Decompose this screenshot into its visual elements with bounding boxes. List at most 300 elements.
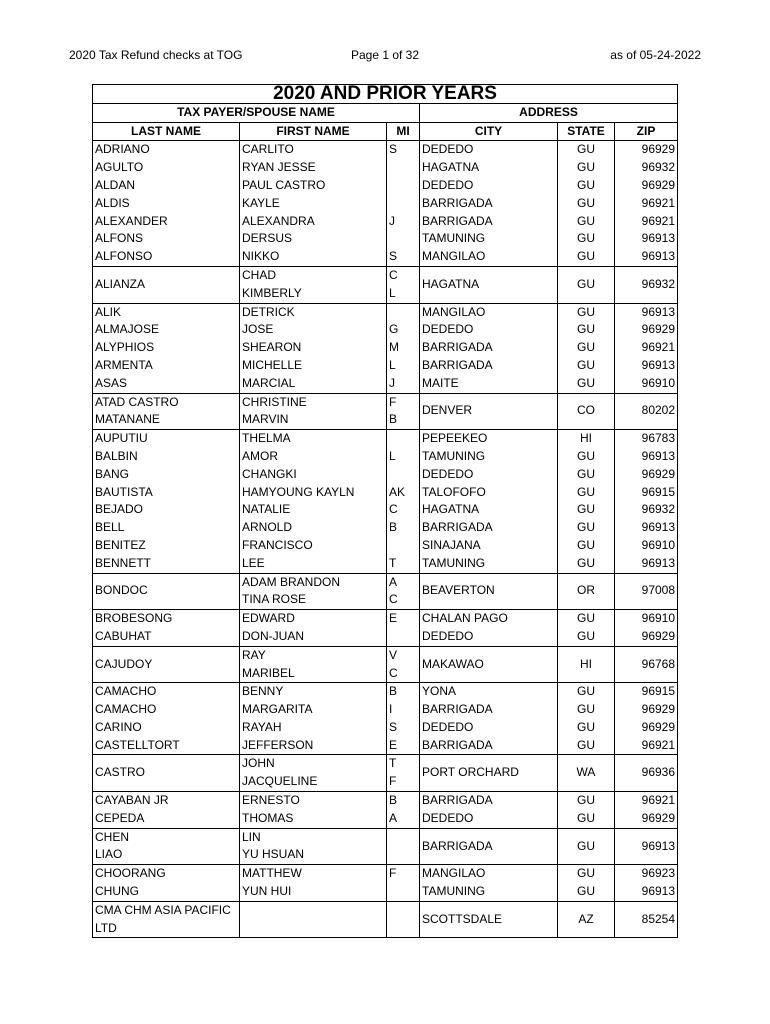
cell-first-line: ADAM BRANDON: [242, 574, 341, 589]
table-row: [93, 484, 678, 502]
cell-first-line: ALEXANDRA: [242, 213, 315, 228]
cell-first-line: LIN: [242, 829, 261, 844]
cell-mi: [387, 646, 420, 683]
cell-first: [240, 628, 387, 646]
cell-first-line: HAMYOUNG KAYLN: [242, 484, 355, 499]
cell-state: GU: [558, 628, 615, 646]
cell-mi: [387, 393, 420, 430]
cell-state: GU: [558, 321, 615, 339]
cell-last-line: BAUTISTA: [95, 484, 153, 499]
cell-mi: [387, 357, 420, 375]
cell-last-line: ARMENTA: [95, 357, 153, 372]
table-row: [93, 339, 678, 357]
table-row: [93, 792, 678, 810]
cell-last-line: ALYPHIOS: [95, 340, 155, 355]
cell-first-line: EDWARD: [242, 611, 295, 626]
table-row: [93, 448, 678, 466]
cell-mi: [387, 610, 420, 628]
cell-last: [93, 230, 240, 248]
cell-first-line: CHAD: [242, 267, 277, 282]
cell-last: [93, 141, 240, 159]
cell-last-line: ALEXANDER: [95, 213, 168, 228]
table-row: [93, 701, 678, 719]
cell-state: GU: [558, 339, 615, 357]
cell-last-line: ALMAJOSE: [95, 322, 160, 337]
cell-last-line: ASAS: [95, 375, 128, 390]
cell-first: [240, 393, 387, 430]
cell-first-line: CARLITO: [242, 142, 294, 157]
cell-last: [93, 865, 240, 883]
cell-last: [93, 393, 240, 430]
cell-last: [93, 628, 240, 646]
cell-last: [93, 810, 240, 828]
cell-city: YONA: [420, 683, 558, 701]
cell-mi: [387, 810, 420, 828]
cell-state: GU: [558, 501, 615, 519]
cell-first-line: ERNESTO: [242, 793, 300, 808]
cell-state: GU: [558, 519, 615, 537]
cell-state: GU: [558, 828, 615, 865]
cell-city: PORT ORCHARD: [420, 755, 558, 792]
cell-city: DEDEDO: [420, 177, 558, 195]
column-header-first-name: FIRST NAME: [240, 122, 387, 141]
cell-last-line: ATAD CASTRO: [95, 394, 179, 409]
header-as-of-date: as of 05-24-2022: [610, 48, 701, 62]
cell-city: TAMUNING: [420, 230, 558, 248]
cell-state: HI: [558, 430, 615, 448]
cell-first: [240, 737, 387, 755]
table-row: [93, 610, 678, 628]
cell-last: [93, 646, 240, 683]
cell-zip: 97008: [615, 573, 678, 610]
table-row: [93, 737, 678, 755]
cell-zip: 96921: [615, 792, 678, 810]
cell-first-line: NIKKO: [242, 249, 280, 264]
cell-mi: [387, 519, 420, 537]
cell-mi-line: M: [389, 340, 399, 355]
cell-first: [240, 646, 387, 683]
cell-city: BARRIGADA: [420, 357, 558, 375]
cell-mi: [387, 683, 420, 701]
cell-first-line: JEFFERSON: [242, 737, 314, 752]
cell-mi: [387, 375, 420, 393]
cell-first-line: YU HSUAN: [242, 847, 305, 862]
cell-first-line: FRANCISCO: [242, 537, 313, 552]
cell-zip: 96929: [615, 321, 678, 339]
cell-zip: 96929: [615, 466, 678, 484]
table-row: [93, 357, 678, 375]
cell-zip: 96921: [615, 213, 678, 231]
cell-first-line: MARVIN: [242, 412, 289, 427]
cell-last: [93, 883, 240, 901]
cell-last: [93, 719, 240, 737]
cell-first: [240, 159, 387, 177]
cell-mi-line: E: [389, 611, 398, 626]
cell-city: SINAJANA: [420, 537, 558, 555]
cell-mi: [387, 719, 420, 737]
cell-last: [93, 555, 240, 573]
table-row: [93, 719, 678, 737]
cell-mi: [387, 248, 420, 266]
cell-first-line: JOSE: [242, 322, 274, 337]
cell-last: [93, 610, 240, 628]
cell-last-line: CASTELLTORT: [95, 737, 180, 752]
cell-zip: 96929: [615, 701, 678, 719]
cell-state: GU: [558, 375, 615, 393]
cell-zip: 96913: [615, 448, 678, 466]
cell-mi-line: L: [389, 285, 396, 300]
cell-state: GU: [558, 266, 615, 303]
cell-last-line: ALDIS: [95, 195, 130, 210]
cell-state: GU: [558, 810, 615, 828]
cell-mi-line: A: [389, 810, 398, 825]
cell-first: [240, 177, 387, 195]
column-header-state: STATE: [558, 122, 615, 141]
cell-zip: 96929: [615, 177, 678, 195]
cell-mi: [387, 195, 420, 213]
table-row: [93, 828, 678, 865]
cell-city: SCOTTSDALE: [420, 901, 558, 938]
table-row: [93, 177, 678, 195]
cell-first: [240, 375, 387, 393]
cell-state: GU: [558, 448, 615, 466]
cell-first-line: LEE: [242, 555, 265, 570]
cell-city: DENVER: [420, 393, 558, 430]
cell-city: TALOFOFO: [420, 484, 558, 502]
cell-last-line: ADRIANO: [95, 142, 150, 157]
cell-last: [93, 501, 240, 519]
cell-first: [240, 339, 387, 357]
table-row: [93, 646, 678, 683]
cell-last-line: CABUHAT: [95, 628, 152, 643]
cell-first: [240, 466, 387, 484]
cell-zip: 96913: [615, 519, 678, 537]
cell-state: GU: [558, 230, 615, 248]
cell-first: [240, 755, 387, 792]
cell-first: [240, 573, 387, 610]
table-body: [93, 141, 678, 938]
cell-last: [93, 266, 240, 303]
cell-last-line: CAJUDOY: [95, 656, 153, 671]
cell-mi-line: J: [389, 375, 395, 390]
cell-mi-line: F: [389, 394, 397, 409]
cell-last-line: MATANANE: [95, 412, 160, 427]
cell-zip: 96923: [615, 865, 678, 883]
table-row: [93, 213, 678, 231]
cell-city: DEDEDO: [420, 321, 558, 339]
cell-first: [240, 828, 387, 865]
cell-zip: 96936: [615, 755, 678, 792]
cell-last: [93, 195, 240, 213]
cell-first-line: KAYLE: [242, 195, 280, 210]
cell-state: GU: [558, 683, 615, 701]
header-page-number: Page 1 of 32: [350, 48, 420, 62]
cell-mi: [387, 448, 420, 466]
cell-first: [240, 195, 387, 213]
cell-first: [240, 810, 387, 828]
cell-city: DEDEDO: [420, 466, 558, 484]
cell-mi-line: B: [389, 793, 398, 808]
cell-last: [93, 901, 240, 938]
table-row: [93, 901, 678, 938]
cell-first: [240, 321, 387, 339]
cell-zip: 96910: [615, 610, 678, 628]
cell-zip: 80202: [615, 393, 678, 430]
cell-first: [240, 230, 387, 248]
cell-first: [240, 792, 387, 810]
cell-city: BARRIGADA: [420, 737, 558, 755]
cell-last-line: BENITEZ: [95, 537, 146, 552]
cell-last: [93, 339, 240, 357]
cell-first-line: SHEARON: [242, 340, 302, 355]
table-row: [93, 230, 678, 248]
cell-mi: [387, 737, 420, 755]
cell-first-line: CHRISTINE: [242, 394, 307, 409]
cell-mi-line: F: [389, 774, 397, 789]
cell-last-line: ALFONS: [95, 231, 144, 246]
cell-city: BARRIGADA: [420, 701, 558, 719]
table-row: [93, 628, 678, 646]
table-title: 2020 AND PRIOR YEARS: [93, 85, 678, 104]
cell-first-line: YUN HUI: [242, 884, 292, 899]
cell-first: [240, 357, 387, 375]
cell-city: MAKAWAO: [420, 646, 558, 683]
cell-mi-line: G: [389, 322, 399, 337]
cell-first-line: MARGARITA: [242, 702, 313, 717]
cell-first: [240, 701, 387, 719]
cell-last: [93, 466, 240, 484]
cell-mi-line: T: [389, 756, 397, 771]
cell-first-line: TINA ROSE: [242, 592, 307, 607]
cell-zip: 96913: [615, 828, 678, 865]
cell-state: GU: [558, 537, 615, 555]
cell-last-line: BANG: [95, 466, 130, 481]
cell-first-line: DERSUS: [242, 231, 293, 246]
cell-last-line: CEPEDA: [95, 810, 145, 825]
cell-last: [93, 159, 240, 177]
cell-state: GU: [558, 248, 615, 266]
cell-last: [93, 357, 240, 375]
cell-last: [93, 448, 240, 466]
cell-city: HAGATNA: [420, 159, 558, 177]
cell-last-line: BROBESONG: [95, 611, 173, 626]
cell-mi: [387, 792, 420, 810]
cell-first: [240, 141, 387, 159]
cell-first-line: THOMAS: [242, 810, 294, 825]
cell-mi-line: C: [389, 592, 398, 607]
cell-city: BARRIGADA: [420, 519, 558, 537]
cell-state: GU: [558, 141, 615, 159]
cell-mi: [387, 466, 420, 484]
cell-mi-line: F: [389, 866, 397, 881]
cell-first-line: BENNY: [242, 684, 284, 699]
cell-last: [93, 375, 240, 393]
cell-first: [240, 448, 387, 466]
table-row: [93, 393, 678, 430]
cell-state: OR: [558, 573, 615, 610]
cell-first-line: NATALIE: [242, 502, 291, 517]
cell-last: [93, 537, 240, 555]
cell-mi-line: T: [389, 555, 397, 570]
table-row: [93, 555, 678, 573]
table-row: [93, 683, 678, 701]
cell-last: [93, 303, 240, 321]
cell-mi-line: S: [389, 249, 398, 264]
cell-mi: [387, 141, 420, 159]
cell-last: [93, 484, 240, 502]
cell-zip: 85254: [615, 901, 678, 938]
cell-first: [240, 537, 387, 555]
cell-state: HI: [558, 646, 615, 683]
cell-city: BARRIGADA: [420, 339, 558, 357]
cell-city: MAITE: [420, 375, 558, 393]
cell-first: [240, 555, 387, 573]
cell-mi-line: C: [389, 502, 398, 517]
cell-state: GU: [558, 701, 615, 719]
table-row: [93, 865, 678, 883]
cell-first: [240, 213, 387, 231]
cell-mi: [387, 828, 420, 865]
cell-mi: [387, 573, 420, 610]
cell-mi-line: AK: [389, 484, 406, 499]
table-row: [93, 248, 678, 266]
cell-last: [93, 683, 240, 701]
group-header-name: TAX PAYER/SPOUSE NAME: [93, 103, 420, 122]
cell-first: [240, 519, 387, 537]
cell-city: MANGILAO: [420, 303, 558, 321]
table-row: [93, 755, 678, 792]
cell-last-line: CAMACHO: [95, 684, 157, 699]
cell-mi-line: L: [389, 448, 396, 463]
cell-city: BARRIGADA: [420, 792, 558, 810]
cell-mi: [387, 555, 420, 573]
cell-last: [93, 321, 240, 339]
cell-state: CO: [558, 393, 615, 430]
table-row: [93, 266, 678, 303]
cell-mi: [387, 213, 420, 231]
cell-zip: 96915: [615, 683, 678, 701]
cell-city: MANGILAO: [420, 865, 558, 883]
table-row: [93, 501, 678, 519]
cell-zip: 96913: [615, 248, 678, 266]
table-row: [93, 141, 678, 159]
cell-state: GU: [558, 484, 615, 502]
cell-state: AZ: [558, 901, 615, 938]
cell-last-line: BEJADO: [95, 502, 144, 517]
cell-zip: 96910: [615, 537, 678, 555]
cell-mi: [387, 537, 420, 555]
cell-first-line: MARCIAL: [242, 375, 296, 390]
cell-mi-line: B: [389, 520, 398, 535]
cell-state: GU: [558, 357, 615, 375]
cell-state: GU: [558, 792, 615, 810]
cell-state: GU: [558, 466, 615, 484]
cell-first-line: THELMA: [242, 431, 291, 446]
column-header-last-name: LAST NAME: [93, 122, 240, 141]
cell-city: BARRIGADA: [420, 213, 558, 231]
cell-first: [240, 484, 387, 502]
cell-mi: [387, 266, 420, 303]
cell-zip: 96929: [615, 141, 678, 159]
cell-first: [240, 501, 387, 519]
cell-mi-line: C: [389, 665, 398, 680]
cell-first: [240, 248, 387, 266]
cell-mi: [387, 339, 420, 357]
cell-first: [240, 901, 387, 938]
cell-last-line: CASTRO: [95, 765, 146, 780]
cell-first-line: MICHELLE: [242, 357, 303, 372]
cell-last: [93, 177, 240, 195]
cell-city: HAGATNA: [420, 266, 558, 303]
cell-last-line: CMA CHM ASIA PACIFIC: [95, 902, 231, 917]
cell-city: PEPEEKEO: [420, 430, 558, 448]
column-header-mi: MI: [387, 122, 420, 141]
cell-mi-line: B: [389, 684, 398, 699]
table-row: [93, 810, 678, 828]
cell-first: [240, 266, 387, 303]
cell-zip: 96932: [615, 266, 678, 303]
cell-mi-line: S: [389, 719, 398, 734]
cell-zip: 96913: [615, 303, 678, 321]
cell-first-line: CHANGKI: [242, 466, 297, 481]
cell-zip: 96929: [615, 719, 678, 737]
table-row: [93, 159, 678, 177]
cell-city: BARRIGADA: [420, 195, 558, 213]
cell-state: GU: [558, 555, 615, 573]
cell-mi: [387, 159, 420, 177]
cell-mi: [387, 755, 420, 792]
cell-city: TAMUNING: [420, 555, 558, 573]
cell-last-line: AGULTO: [95, 160, 144, 175]
cell-zip: 96768: [615, 646, 678, 683]
cell-mi-line: L: [389, 357, 396, 372]
table-row: [93, 519, 678, 537]
cell-first-line: KIMBERLY: [242, 285, 302, 300]
column-header-city: CITY: [420, 122, 558, 141]
cell-first-line: DETRICK: [242, 304, 295, 319]
cell-city: MANGILAO: [420, 248, 558, 266]
cell-first: [240, 883, 387, 901]
cell-mi-line: I: [389, 702, 393, 717]
cell-mi-line: C: [389, 267, 398, 282]
cell-first-line: RAY: [242, 647, 266, 662]
header-document-title: 2020 Tax Refund checks at TOG: [69, 48, 243, 62]
cell-last: [93, 519, 240, 537]
cell-mi: [387, 701, 420, 719]
cell-last: [93, 792, 240, 810]
cell-last-line: LIAO: [95, 847, 123, 862]
table-row: [93, 537, 678, 555]
cell-first-line: DON-JUAN: [242, 628, 304, 643]
cell-first-line: RAYAH: [242, 719, 282, 734]
cell-last-line: CARINO: [95, 719, 142, 734]
cell-mi-line: E: [389, 737, 398, 752]
cell-first: [240, 610, 387, 628]
cell-mi-line: V: [389, 647, 398, 662]
cell-last-line: AUPUTIU: [95, 431, 148, 446]
cell-city: HAGATNA: [420, 501, 558, 519]
cell-zip: 96929: [615, 810, 678, 828]
table-row: [93, 321, 678, 339]
cell-city: DEDEDO: [420, 141, 558, 159]
tax-refund-table: [92, 84, 678, 938]
cell-zip: 96921: [615, 737, 678, 755]
cell-first: [240, 430, 387, 448]
cell-first-line: MATTHEW: [242, 866, 302, 881]
cell-mi: [387, 177, 420, 195]
cell-state: GU: [558, 865, 615, 883]
cell-last-line: CAYABAN JR: [95, 793, 169, 808]
